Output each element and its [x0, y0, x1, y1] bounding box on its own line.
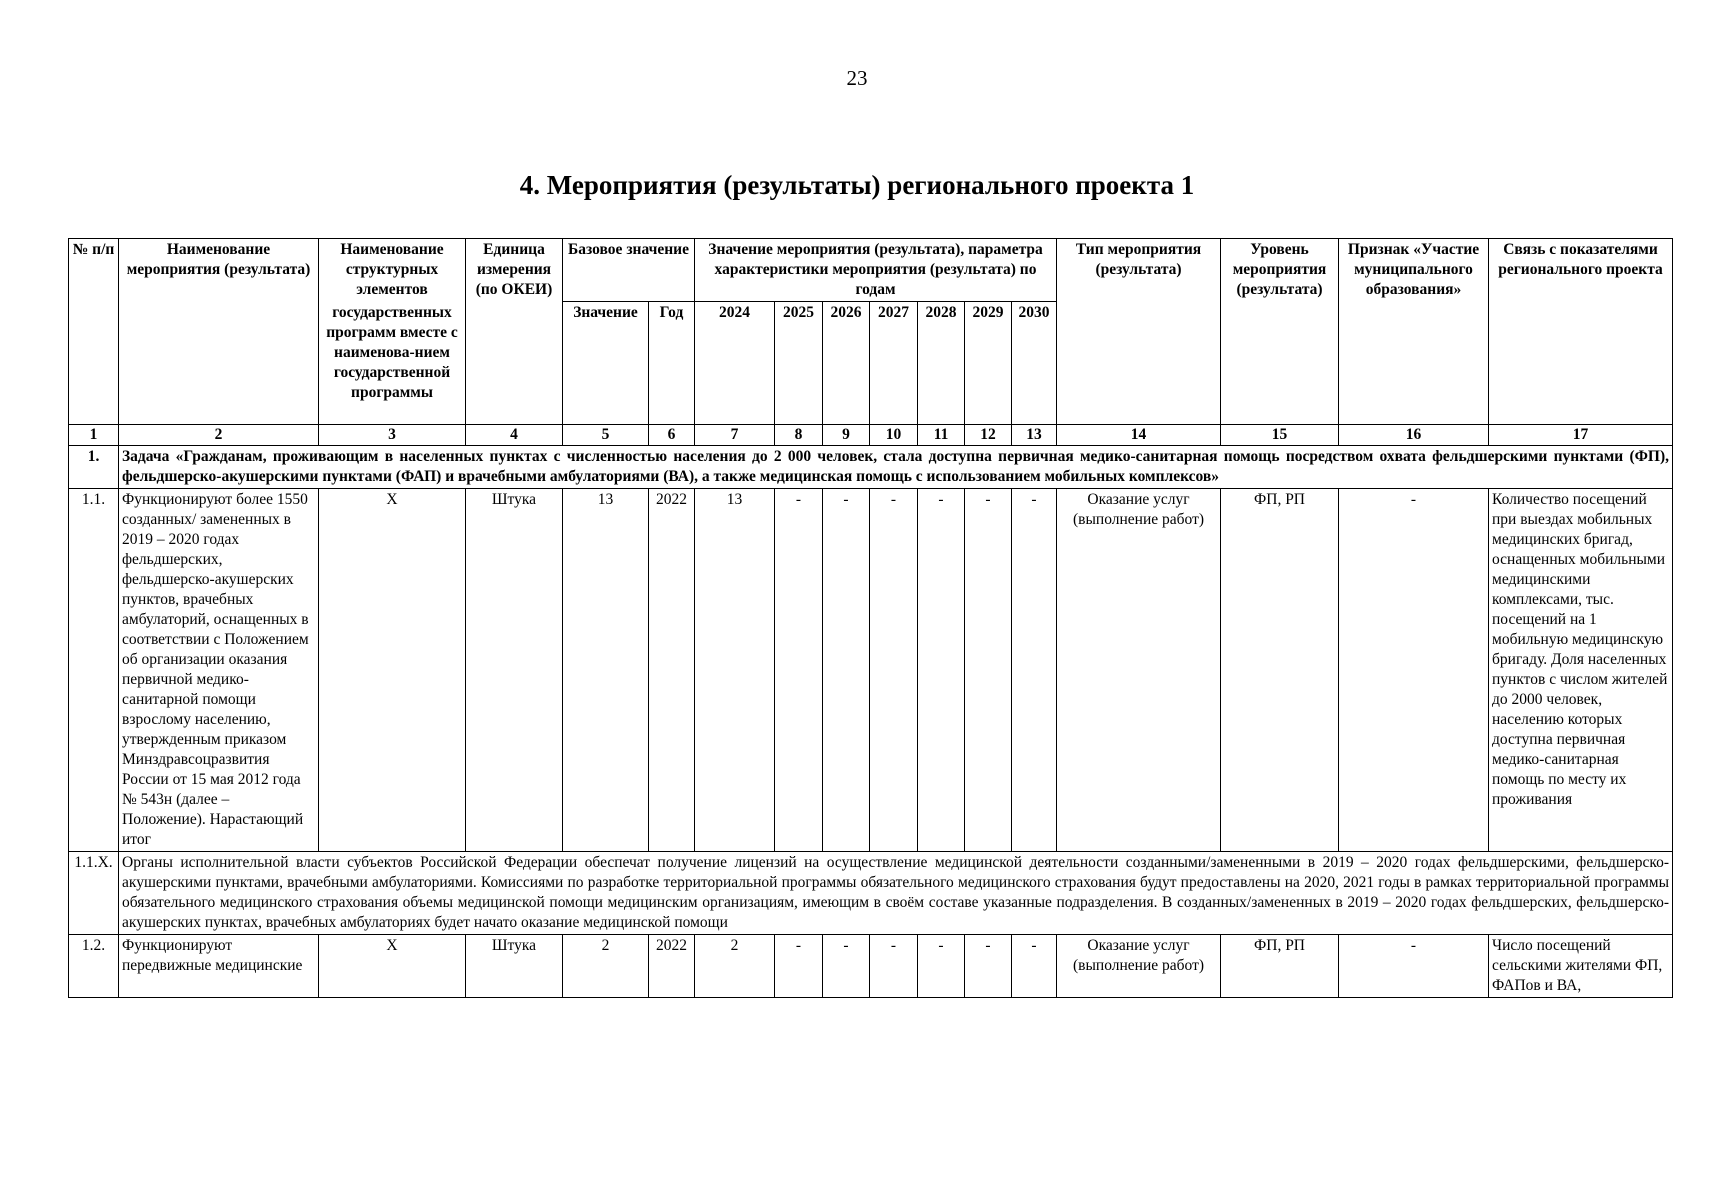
task-number: 1.: [69, 445, 119, 488]
header-name: Наименование мероприятия (результата): [119, 239, 319, 425]
row-value-2024: 2: [695, 934, 775, 997]
row-value-2028: -: [918, 488, 965, 851]
row-number: 1.1.: [69, 488, 119, 851]
row-link: Количество посещений при выездах мобильных медицинских бригад, оснащенных мобильными медицинскими комплексами, тыс. посещений на 1 мобильную медицинскую бригаду. Доля населенных пунктов с числом жителей до 2000 человек, населению которых доступна первичная медико-санитарная помощь по месту их проживания: [1489, 488, 1673, 851]
column-number: 8: [775, 424, 823, 445]
header-year-2026: 2026: [823, 302, 870, 425]
row-municipal: -: [1339, 488, 1489, 851]
row-value-2028: -: [918, 934, 965, 997]
column-number: 13: [1012, 424, 1057, 445]
row-struct: X: [319, 934, 466, 997]
header-base-year: Год: [649, 302, 695, 425]
row-value-2029: -: [965, 488, 1012, 851]
row-value-2025: -: [775, 934, 823, 997]
column-number: 17: [1489, 424, 1673, 445]
header-struct: Наименование структурных элементов: [319, 239, 466, 302]
row-name: Функционируют более 1550 созданных/ замененных в 2019 – 2020 годах фельдшерских, фельдшерско-акушерских пунктов, врачебных амбулаторий, оснащенных в соответствии с Положением об организации оказания первичной медико-санитарной помощи взрослому населению, утвержденным приказом Минздравсоцразвития России от 15 мая 2012 года № 543н (далее – Положение). Нарастающий итог: [119, 488, 319, 851]
row-base-year: 2022: [649, 488, 695, 851]
column-number: 3: [319, 424, 466, 445]
header-row-1: [69, 239, 1673, 302]
column-number: 7: [695, 424, 775, 445]
column-number: 14: [1057, 424, 1221, 445]
row-value-2025: -: [775, 488, 823, 851]
header-municipal: Признак «Участие муниципального образования»: [1339, 239, 1489, 425]
header-year-2029: 2029: [965, 302, 1012, 425]
note-row: [69, 851, 1673, 934]
row-number: 1.2.: [69, 934, 119, 997]
row-type: Оказание услуг (выполнение работ): [1057, 934, 1221, 997]
header-values: Значение мероприятия (результата), параметра характеристики мероприятия (результата) по годам: [695, 239, 1057, 302]
task-text: Задача «Гражданам, проживающим в населенных пунктах с численностью населения до 2 000 человек, стала доступна первичная медико-санитарная помощь посредством охвата фельдшерскими пунктами (ФП), фельдшерско-акушерскими пунктами (ФАП) и врачебными амбулаториями (ВА), а также медицинская помощь с использованием мобильных комплексов»: [119, 445, 1673, 488]
row-unit: Штука: [466, 934, 563, 997]
column-number: 9: [823, 424, 870, 445]
header-year-2025: 2025: [775, 302, 823, 425]
row-value-2027: -: [870, 934, 918, 997]
column-number: 1: [69, 424, 119, 445]
row-value-2024: 13: [695, 488, 775, 851]
row-value-2029: -: [965, 934, 1012, 997]
column-number: 10: [870, 424, 918, 445]
row-name: Функционируют передвижные медицинские: [119, 934, 319, 997]
row-municipal: -: [1339, 934, 1489, 997]
column-number: 5: [563, 424, 649, 445]
note-text: Органы исполнительной власти субъектов Российской Федерации обеспечат получение лицензий на осуществление медицинской деятельности созданными/замененными в 2019 – 2020 годах фельдшерскими, фельдшерско-акушерскими пунктами, врачебными амбулаториями. Комиссиями по разработке территориальной программы обязательного медицинского страхования будут предоставлены на 2020, 2021 годы в рамках территориальной программы обязательного медицинского страхования объемы медицинской помощи медицинским организациям, имеющим в своём составе указанные подразделения. В созданных/замененных в 2019 – 2020 годах фельдшерских, фельдшерско-акушерских пунктах, врачебных амбулаториях будет начато оказание медицинской помощи: [119, 851, 1673, 934]
column-number: 12: [965, 424, 1012, 445]
column-number: 16: [1339, 424, 1489, 445]
measures-table: [68, 238, 1673, 998]
header-type: Тип мероприятия (результата): [1057, 239, 1221, 425]
column-number: 4: [466, 424, 563, 445]
column-number: 2: [119, 424, 319, 445]
row-base-value: 2: [563, 934, 649, 997]
row-value-2027: -: [870, 488, 918, 851]
header-year-2030: 2030: [1012, 302, 1057, 425]
note-number: 1.1.X.: [69, 851, 119, 934]
column-number: 6: [649, 424, 695, 445]
header-unit: Единица измерения (по ОКЕИ): [466, 239, 563, 425]
row-unit: Штука: [466, 488, 563, 851]
row-link: Число посещений сельскими жителями ФП, ФАПов и ВА,: [1489, 934, 1673, 997]
header-year-2028: 2028: [918, 302, 965, 425]
table-row: [69, 934, 1673, 997]
header-base: Базовое значение: [563, 239, 695, 302]
row-value-2026: -: [823, 488, 870, 851]
header-no: № п/п: [69, 239, 119, 425]
row-level: ФП, РП: [1221, 488, 1339, 851]
row-base-year: 2022: [649, 934, 695, 997]
column-number: 11: [918, 424, 965, 445]
row-value-2030: -: [1012, 488, 1057, 851]
header-level: Уровень мероприятия (результата): [1221, 239, 1339, 425]
page-title: 4. Мероприятия (результаты) регионального проекта 1: [519, 170, 1195, 200]
column-number: 15: [1221, 424, 1339, 445]
header-link: Связь с показателями регионального проекта: [1489, 239, 1673, 425]
row-level: ФП, РП: [1221, 934, 1339, 997]
header-year-2024: 2024: [695, 302, 775, 425]
row-struct: X: [319, 488, 466, 851]
row-value-2030: -: [1012, 934, 1057, 997]
task-row: [69, 445, 1673, 488]
row-value-2026: -: [823, 934, 870, 997]
header-struct-continued: государственных программ вместе с наименова-нием государственной программы: [319, 302, 466, 425]
table-row: [69, 488, 1673, 851]
header-year-2027: 2027: [870, 302, 918, 425]
column-numbers-row: [69, 424, 1673, 445]
page-number: 23: [846, 66, 868, 90]
header-base-value: Значение: [563, 302, 649, 425]
row-type: Оказание услуг (выполнение работ): [1057, 488, 1221, 851]
row-base-value: 13: [563, 488, 649, 851]
